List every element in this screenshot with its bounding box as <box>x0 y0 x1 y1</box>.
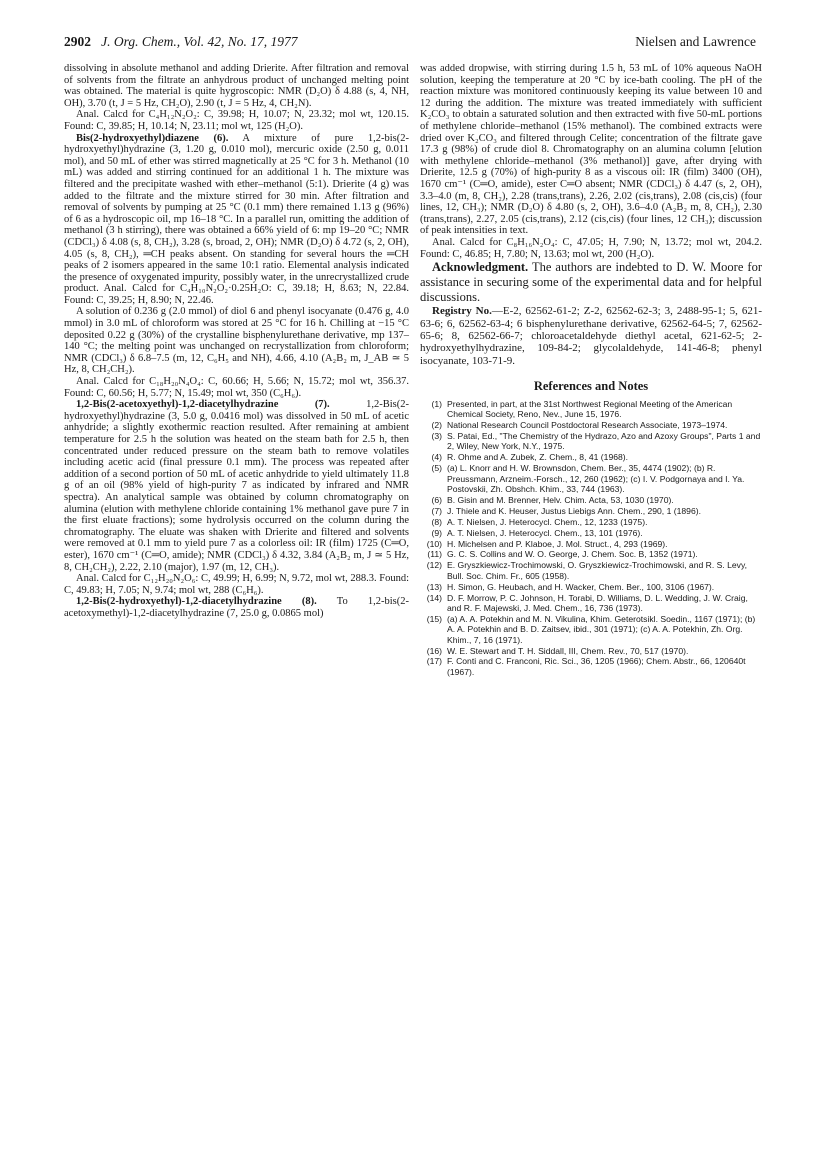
paragraph-text: Anal. Calcd for C₈H₁₆N₂O₄: C, 47.05; H, 7.90; N, 13.72; mol wt, 204.2. Found: C, 46.85; H, 7.80; N, 13.63; mol wt, 200 (H₂O). <box>420 236 762 260</box>
acknowledgment <box>420 260 762 305</box>
reference-item <box>420 560 762 581</box>
left-column <box>64 63 409 620</box>
paragraph-text: dissolving in absolute methanol and adding Drierite. After filtration and removal of solvents from the filtrate an anhydrous product of unchanged melting point was obtained. The material is quite hygroscopic: NMR (D₂O) δ 4.88 (s, 4, NH, OH), 3.70 (t, J = 5 Hz, CH₂O), 2.90 (t, J = 5 Hz, 4, CH₂N). <box>64 63 409 109</box>
reference-item <box>420 517 762 527</box>
registry-heading: Registry No. <box>432 305 492 318</box>
body-paragraph <box>420 237 762 260</box>
page-number: 2902 <box>64 34 91 49</box>
reference-item <box>420 431 762 452</box>
reference-number: (10) <box>426 538 442 549</box>
reference-text: G. C. S. Collins and W. O. George, J. Chem. Soc. B, 1352 (1971). <box>447 549 698 560</box>
reference-number: (2) <box>431 420 442 431</box>
reference-item <box>420 528 762 538</box>
reference-number: (3) <box>431 430 442 441</box>
body-paragraph <box>64 133 409 307</box>
reference-text: (a) A. A. Potekhin and M. N. Vikulina, Khim. Geterotsikl. Soedin., 1167 (1971); (b) A. A. Potekhin and B. D. Zaitsev, ibid., 301 (1971); (c) A. A. Potekhin, Zh. Org. Khim., 7, 16 (1971). <box>447 613 756 645</box>
reference-number: (17) <box>426 656 442 667</box>
reference-number: (12) <box>426 560 442 571</box>
running-head-authors: Nielsen and Lawrence <box>635 34 756 49</box>
reference-text: National Research Council Postdoctoral Research Associate, 1973–1974. <box>447 420 728 431</box>
body-paragraph <box>64 63 409 109</box>
reference-text: H. Michelsen and P. Klaboe, J. Mol. Struct., 4, 293 (1969). <box>447 538 668 549</box>
registry-text: —E-2, 62562-61-2; Z-2, 62562-62-3; 3, 2488-95-1; 5, 621-63-6; 6, 62562-63-4; 6 bisphenylurethane derivative, 62562-64-5; 7, 62562-65-6; 8, 62562-66-7; chloroacetaldehyde diethyl acetal, 621-62-5; 2-hydroxyethylhydrazine, 109-84-2; glycolaldehyde, 141-46-8; phenyl isocyanate, 103-71-9. <box>420 305 762 367</box>
reference-number: (13) <box>426 581 442 592</box>
reference-item <box>420 420 762 430</box>
body-paragraph <box>64 109 409 132</box>
paragraph-text: Anal. Calcd for C₁₂H₂₀N₂O₆: C, 49.99; H, 6.99; N, 9.72, mol wt, 288.3. Found: C, 49.83; H, 7.05; N, 9.74; mol wt, 288 (C₆H₆). <box>64 573 409 596</box>
body-paragraph <box>64 596 409 619</box>
reference-text: (a) L. Knorr and H. W. Brownsdon, Chem. Ber., 35, 4474 (1902); (b) R. Preussmann, Arzneim.-Forsch., 12, 260 (1962); (c) I. V. Podgornaya and I. Ya. Postovskii, Zh. Obshch. Khim., 33, 744 (1963). <box>447 463 745 494</box>
reference-number: (15) <box>426 613 442 624</box>
paragraph-heading: 1,2-Bis(2-hydroxyethyl)-1,2-diacetylhydrazine (8). <box>76 596 317 608</box>
reference-item <box>420 656 762 677</box>
reference-number: (1) <box>431 398 442 409</box>
reference-text: F. Conti and C. Franconi, Ric. Sci., 36, 1205 (1966); Chem. Abstr., 66, 120640t (1967). <box>447 656 746 677</box>
reference-text: J. Thiele and K. Heuser, Justus Liebigs Ann. Chem., 290, 1 (1896). <box>447 505 701 516</box>
body-paragraph <box>64 306 409 376</box>
reference-item <box>420 452 762 462</box>
reference-item <box>420 646 762 656</box>
reference-text: B. Gisin and M. Brenner, Helv. Chim. Acta, 53, 1030 (1970). <box>447 494 674 505</box>
body-paragraph <box>64 376 409 399</box>
paragraph-text: A solution of 0.236 g (2.0 mmol) of diol 6 and phenyl isocyanate (0.476 g, 4.0 mmol) in 3.0 mL of chloroform was stored at 25 °C for 16 h. Chilling at −15 °C deposited 0.22 g (30%) of the crystalline bisphenylurethane derivative, mp 137–140 °C; the melting point was unchanged on recrystallization from chloroform; NMR (CDCl₃) δ 6.8–7.5 (m, 12, C₆H₅ and NH), 4.66, 4.10 (A₂B₂ m, J_AB ≃ 5 Hz, 8, CH₂CH₂). <box>64 306 409 376</box>
reference-number: (6) <box>431 494 442 505</box>
reference-number: (5) <box>431 463 442 474</box>
page-header <box>64 34 756 54</box>
reference-text: Presented, in part, at the 31st Northwest Regional Meeting of the American Chemical Society, Reno, Nev., June 15, 1976. <box>447 398 733 420</box>
reference-item <box>420 582 762 592</box>
reference-item <box>420 593 762 614</box>
paragraph-text: Anal. Calcd for C₁₈H₂₀N₄O₄: C, 60.66; H, 5.66; N, 15.72; mol wt, 356.37. Found: C, 60.56; H, 5.77; N, 15.49; mol wt, 350 (C₆H₆). <box>64 376 409 399</box>
reference-text: D. F. Morrow, P. C. Johnson, H. Torabi, D. Williams, D. L. Wedding, J. W. Craig, and R. F. Majewski, J. Med. Chem., 16, 736 (1973). <box>447 592 748 613</box>
body-paragraph <box>64 573 409 596</box>
paragraph-text: A mixture of pure 1,2-bis(2-hydroxyethyl)hydrazine (3, 1.20 g, 0.010 mol), mercuric oxide (2.50 g, 0.011 mol), and 50 mL of ether was stirred magnetically at 25 °C for 3 h. Methanol (10 mL) was added and stirring continued for an additional 1 h. The mixture was filtered and the precipitate washed with ether–methanol (5:1). Drierite (4 g) was added to the filtrate and the mixture stirred for 30 min. After filtration and removal of solvents by pumping at 25 °C (0.1 mm) there remained 1.13 g (96%) of 6 as a hydroscopic oil, mp 16–18 °C. In a parallel run, omitting the addition of methanol (3 h stirring), there was obtained a 66% yield of 6: mp 19–20 °C; NMR (CDCl₃) δ 4.08 (s, 8, CH₂), 3.28 (s, broad, 2, OH); NMR (D₂O) δ 4.72 (s, 2, OH), 4.05 (s, 8, CH₂), ═CH peaks absent. On standing for several hours the ═CH peaks of 2 isomers appeared in the same 10:1 ratio. Elemental analysis indicated the presence of oxygenated impurity, possibly water, in the unrecrystallized crude product. Anal. Calcd for C₄H₁₀N₂O₂·0.25H₂O: C, 39.18; H, 8.63; N, 22.84. Found: C, 39.25; H, 8.90; N, 22.46. <box>64 132 410 306</box>
paragraph-text: was added dropwise, with stirring during 1.5 h, 53 mL of 10% aqueous NaOH solution, keeping the temperature at 20 °C by ice-bath cooling. The pH of the reaction mixture was monitored continuously keeping its value between 10 and 12 during the addition. The mixture was treated immediately with sufficient K₂CO₃ to obtain a saturated solution and then extracted with five 50-mL portions of methylene chloride–methanol (15% methanol). The combined extracts were dried over K₂CO₃ and filtered through Celite; concentration of the filtrate gave 17.3 g (98%) of crude diol 8. Chromatography on an alumina column [elution with methylene chloride–methanol (3% methanol)] gave, after drying with Drierite, 12.5 g (70%) of high-purity 8 as a viscous oil: IR (film) 3400 (OH), 1670 cm⁻¹ (C═O, amide), ester C═O absent; NMR (CDCl₃) δ 4.47 (s, 2, OH), 3.3–4.0 (m, 8, CH₂), 2.28 (trans,trans), 2.26, 2.02 (cis,trans), 2.08 (cis,cis) (four lines, 12, CH₃); NMR (D₂O) δ 4.80 (s, 2, OH), 3.6–4.0 (A₂B₂ m, 8, CH₂), 2.30 (trans,trans), 2.27, 2.05 (cis,trans), 2.12 (cis,cis) (four lines, 12 CH₃); discussion of peak intensities in text. <box>420 63 762 237</box>
reference-item <box>420 549 762 559</box>
references-title: References and Notes <box>533 379 649 394</box>
reference-number: (8) <box>431 516 442 527</box>
paragraph-text: To 1,2-bis(2-acetoxymethyl)-1,2-diacetylhydrazine (7, 25.0 g, 0.0865 mol) <box>64 596 409 619</box>
paragraph-heading: Bis(2-hydroxyethyl)diazene (6). <box>76 132 229 144</box>
body-paragraph <box>64 399 409 573</box>
reference-item <box>420 539 762 549</box>
reference-text: E. Gryszkiewicz-Trochimowski, O. Gryszkiewicz-Trochimowski, and R. S. Levy, Bull. Soc. Chim. Fr., 605 (1958). <box>447 560 748 581</box>
reference-text: A. T. Nielsen, J. Heterocycl. Chem., 13, 101 (1976). <box>447 527 643 538</box>
paragraph-heading: 1,2-Bis(2-acetoxyethyl)-1,2-diacetylhydrazine (7). <box>76 399 330 411</box>
reference-text: W. E. Stewart and T. H. Siddall, III, Chem. Rev., 70, 517 (1970). <box>447 645 689 656</box>
acknowledgment-text: The authors are indebted to D. W. Moore for assistance in securing some of the experimental data and for helpful discussions. <box>420 260 762 305</box>
reference-text: R. Ohme and A. Zubek, Z. Chem., 8, 41 (1968). <box>447 452 629 463</box>
reference-text: H. Simon, G. Heubach, and H. Wacker, Chem. Ber., 100, 3106 (1967). <box>447 581 715 592</box>
reference-text: S. Patai, Ed., "The Chemistry of the Hydrazo, Azo and Azoxy Groups", Parts 1 and 2, Wiley, New York, N.Y., 1975. <box>447 430 761 452</box>
paragraph-text: Anal. Calcd for C₄H₁₂N₂O₂: C, 39.98; H, 10.07; N, 23.32; mol wt, 120.15. Found: C, 39.85; H, 10.14; N, 23.11; mol wt, 125 (H₂O). <box>64 109 409 132</box>
reference-item <box>420 495 762 505</box>
references-list <box>420 399 762 678</box>
registry-numbers <box>420 305 762 367</box>
right-column <box>420 63 762 678</box>
body-paragraph <box>420 63 762 237</box>
reference-number: (9) <box>431 527 442 538</box>
reference-number: (4) <box>431 452 442 463</box>
paragraph-text: 1,2-Bis(2-hydroxyethyl)hydrazine (3, 5.0 g, 0.0416 mol) was dissolved in 50 mL of acetic anhydride; a slightly exothermic reaction resulted. After remaining at ambient temperature for 2.5 h the solution was heated on the steam bath for 2.5 h, then concentrated under reduced pressure on the steam bath to remove volatiles including acetic acid (final pressure 0.1 mm). The process was repeated after addition of a second portion of 50 mL of acetic anhydride to yield ultimately 11.8 g of an oil (98% yield of high-purity 7 as indicated by infrared and NMR spectra). An analytical sample was obtained by column chromatography on alumina (elution with methylene chloride containing 1% methanol gave pure 7 in the first eluate fractions); some hydrolysis occurred on the column during the chromatography. The eluate was shaken with Drierite and filtered and solvents were removed at 0.1 mm to yield pure 7 as a colorless oil: IR (film) 1725 (C═O, ester), 1670 cm⁻¹ (C═O, amide); NMR (CDCl₃) δ 4.32, 3.84 (A₂B₂ m, J ≃ 5 Hz, 8, CH₂CH₂), 2.22, 2.10 (major), 1.97 (m, 12, CH₃). <box>64 399 409 573</box>
journal-citation: J. Org. Chem., Vol. 42, No. 17, 1977 <box>101 34 298 49</box>
acknowledgment-heading: Acknowledgment. <box>432 260 529 275</box>
running-head-left <box>64 34 298 50</box>
reference-item <box>420 463 762 494</box>
reference-item <box>420 506 762 516</box>
reference-number: (14) <box>426 592 442 603</box>
reference-text: A. T. Nielsen, J. Heterocycl. Chem., 12, 1233 (1975). <box>447 516 648 527</box>
reference-item <box>420 614 762 645</box>
reference-number: (7) <box>431 505 442 516</box>
reference-number: (11) <box>427 549 442 560</box>
reference-item <box>420 399 762 420</box>
reference-number: (16) <box>426 645 442 656</box>
